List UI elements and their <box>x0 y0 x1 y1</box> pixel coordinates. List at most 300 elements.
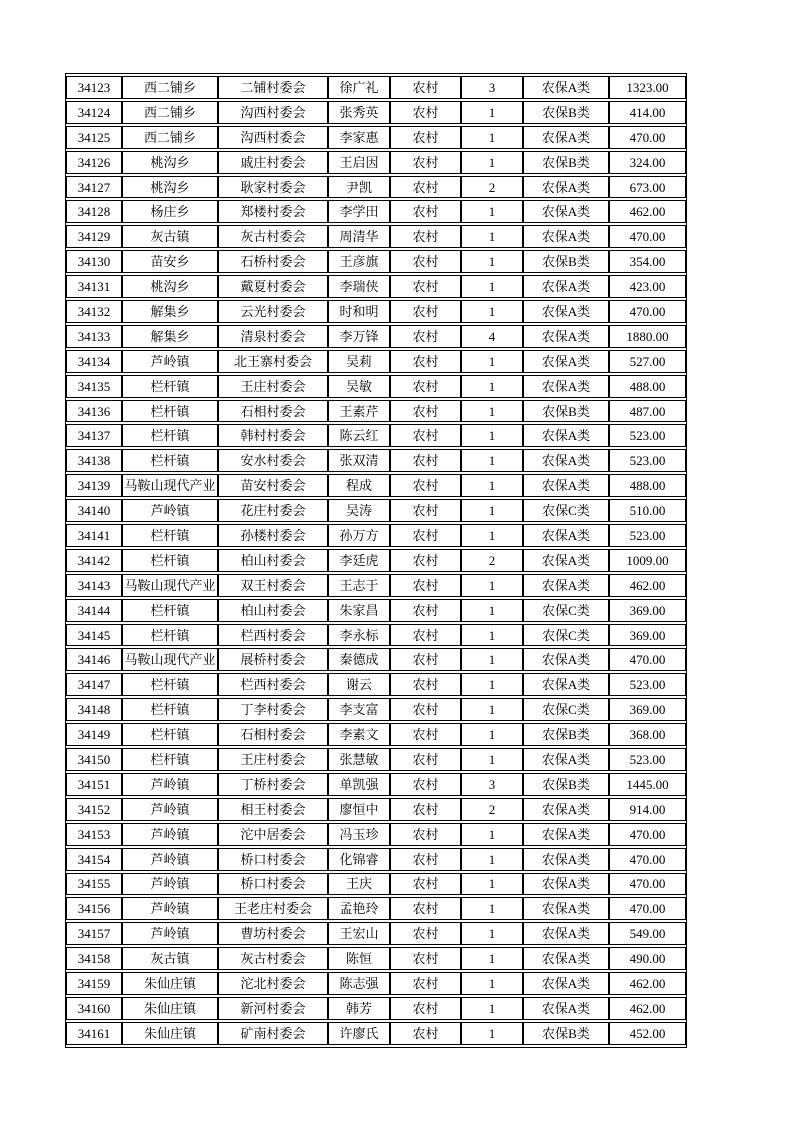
cell-person-count: 2 <box>461 798 523 821</box>
cell-household-type: 农村 <box>390 798 461 821</box>
cell-person-count: 1 <box>461 424 523 447</box>
cell-amount: 523.00 <box>609 673 686 696</box>
cell-village-committee: 戴夏村委会 <box>218 275 328 298</box>
cell-household-type: 农村 <box>390 474 461 497</box>
cell-insurance-class: 农保A类 <box>523 748 609 771</box>
cell-serial-number: 34136 <box>66 400 122 423</box>
cell-village-committee: 桥口村委会 <box>218 848 328 871</box>
cell-township: 芦岭镇 <box>122 922 218 945</box>
cell-amount: 523.00 <box>609 748 686 771</box>
table-row <box>66 848 686 871</box>
cell-insurance-class: 农保A类 <box>523 798 609 821</box>
cell-person-name: 李瑞侠 <box>328 275 390 298</box>
table-row <box>66 1022 686 1045</box>
cell-village-committee: 王老庄村委会 <box>218 897 328 920</box>
cell-amount: 369.00 <box>609 624 686 647</box>
cell-township: 灰古镇 <box>122 947 218 970</box>
table-row <box>66 225 686 248</box>
cell-township: 桃沟乡 <box>122 275 218 298</box>
table-row <box>66 798 686 821</box>
table-row <box>66 624 686 647</box>
cell-township: 栏杆镇 <box>122 375 218 398</box>
cell-person-name: 陈恒 <box>328 947 390 970</box>
cell-amount: 369.00 <box>609 698 686 721</box>
table-row <box>66 400 686 423</box>
cell-insurance-class: 农保A类 <box>523 673 609 696</box>
cell-township: 栏杆镇 <box>122 400 218 423</box>
cell-person-name: 秦德成 <box>328 648 390 671</box>
cell-person-count: 1 <box>461 350 523 373</box>
cell-household-type: 农村 <box>390 1022 461 1045</box>
cell-township: 栏杆镇 <box>122 673 218 696</box>
cell-person-name: 张秀英 <box>328 101 390 124</box>
cell-household-type: 农村 <box>390 200 461 223</box>
table-row <box>66 698 686 721</box>
cell-person-name: 吴敏 <box>328 375 390 398</box>
table-row <box>66 524 686 547</box>
cell-person-name: 尹凯 <box>328 176 390 199</box>
cell-insurance-class: 农保B类 <box>523 250 609 273</box>
table-row <box>66 673 686 696</box>
cell-person-count: 1 <box>461 673 523 696</box>
cell-insurance-class: 农保C类 <box>523 624 609 647</box>
cell-person-name: 张双清 <box>328 449 390 472</box>
cell-township: 杨庄乡 <box>122 200 218 223</box>
cell-person-count: 3 <box>461 773 523 796</box>
cell-township: 西二铺乡 <box>122 76 218 99</box>
cell-township: 解集乡 <box>122 325 218 348</box>
cell-insurance-class: 农保A类 <box>523 325 609 348</box>
cell-township: 芦岭镇 <box>122 773 218 796</box>
cell-township: 栏杆镇 <box>122 748 218 771</box>
cell-insurance-class: 农保A类 <box>523 549 609 572</box>
cell-person-name: 李素文 <box>328 723 390 746</box>
table-row <box>66 200 686 223</box>
cell-household-type: 农村 <box>390 375 461 398</box>
cell-person-count: 1 <box>461 624 523 647</box>
cell-person-count: 1 <box>461 449 523 472</box>
cell-serial-number: 34144 <box>66 599 122 622</box>
cell-amount: 673.00 <box>609 176 686 199</box>
cell-person-name: 周清华 <box>328 225 390 248</box>
cell-person-count: 1 <box>461 375 523 398</box>
cell-person-count: 1 <box>461 574 523 597</box>
table-row <box>66 723 686 746</box>
cell-household-type: 农村 <box>390 225 461 248</box>
cell-person-name: 张慧敏 <box>328 748 390 771</box>
cell-amount: 462.00 <box>609 574 686 597</box>
cell-serial-number: 34161 <box>66 1022 122 1045</box>
cell-insurance-class: 农保C类 <box>523 499 609 522</box>
cell-person-count: 1 <box>461 599 523 622</box>
cell-village-committee: 沟西村委会 <box>218 126 328 149</box>
cell-household-type: 农村 <box>390 424 461 447</box>
cell-household-type: 农村 <box>390 748 461 771</box>
cell-township: 芦岭镇 <box>122 350 218 373</box>
cell-person-name: 孙万方 <box>328 524 390 547</box>
cell-person-name: 吴莉 <box>328 350 390 373</box>
cell-person-name: 陈云红 <box>328 424 390 447</box>
table-row <box>66 972 686 995</box>
cell-township: 灰古镇 <box>122 225 218 248</box>
cell-household-type: 农村 <box>390 101 461 124</box>
cell-household-type: 农村 <box>390 648 461 671</box>
table-row <box>66 922 686 945</box>
cell-serial-number: 34150 <box>66 748 122 771</box>
cell-serial-number: 34134 <box>66 350 122 373</box>
cell-serial-number: 34141 <box>66 524 122 547</box>
cell-person-name: 陈志强 <box>328 972 390 995</box>
cell-insurance-class: 农保A类 <box>523 126 609 149</box>
cell-person-count: 1 <box>461 873 523 896</box>
cell-village-committee: 丁桥村委会 <box>218 773 328 796</box>
table-row <box>66 648 686 671</box>
cell-insurance-class: 农保B类 <box>523 723 609 746</box>
cell-household-type: 农村 <box>390 574 461 597</box>
cell-amount: 452.00 <box>609 1022 686 1045</box>
table-row <box>66 151 686 174</box>
table-row <box>66 897 686 920</box>
table-row <box>66 350 686 373</box>
cell-person-name: 朱家昌 <box>328 599 390 622</box>
cell-amount: 470.00 <box>609 897 686 920</box>
cell-person-count: 1 <box>461 275 523 298</box>
cell-person-name: 王素芹 <box>328 400 390 423</box>
cell-amount: 414.00 <box>609 101 686 124</box>
cell-village-committee: 丁李村委会 <box>218 698 328 721</box>
cell-village-committee: 花庄村委会 <box>218 499 328 522</box>
table-row <box>66 997 686 1020</box>
cell-insurance-class: 农保C类 <box>523 599 609 622</box>
cell-household-type: 农村 <box>390 76 461 99</box>
cell-person-name: 王启因 <box>328 151 390 174</box>
cell-insurance-class: 农保A类 <box>523 823 609 846</box>
cell-insurance-class: 农保A类 <box>523 474 609 497</box>
table-row <box>66 126 686 149</box>
cell-village-committee: 王庄村委会 <box>218 748 328 771</box>
cell-household-type: 农村 <box>390 275 461 298</box>
cell-serial-number: 34140 <box>66 499 122 522</box>
cell-amount: 523.00 <box>609 424 686 447</box>
cell-insurance-class: 农保A类 <box>523 648 609 671</box>
cell-township: 西二铺乡 <box>122 101 218 124</box>
cell-amount: 1880.00 <box>609 325 686 348</box>
cell-household-type: 农村 <box>390 400 461 423</box>
cell-person-count: 1 <box>461 922 523 945</box>
table-row <box>66 599 686 622</box>
cell-household-type: 农村 <box>390 300 461 323</box>
cell-serial-number: 34146 <box>66 648 122 671</box>
cell-person-name: 王庆 <box>328 873 390 896</box>
cell-serial-number: 34137 <box>66 424 122 447</box>
cell-serial-number: 34125 <box>66 126 122 149</box>
cell-amount: 914.00 <box>609 798 686 821</box>
cell-insurance-class: 农保A类 <box>523 524 609 547</box>
cell-village-committee: 韩村村委会 <box>218 424 328 447</box>
cell-insurance-class: 农保A类 <box>523 848 609 871</box>
table-row <box>66 549 686 572</box>
cell-township: 解集乡 <box>122 300 218 323</box>
cell-person-name: 李学田 <box>328 200 390 223</box>
table-row <box>66 250 686 273</box>
cell-amount: 470.00 <box>609 126 686 149</box>
cell-serial-number: 34130 <box>66 250 122 273</box>
cell-serial-number: 34151 <box>66 773 122 796</box>
cell-person-count: 1 <box>461 250 523 273</box>
cell-serial-number: 34129 <box>66 225 122 248</box>
cell-household-type: 农村 <box>390 848 461 871</box>
cell-household-type: 农村 <box>390 549 461 572</box>
cell-person-count: 1 <box>461 947 523 970</box>
cell-village-committee: 灰古村委会 <box>218 947 328 970</box>
cell-insurance-class: 农保A类 <box>523 176 609 199</box>
cell-amount: 470.00 <box>609 873 686 896</box>
cell-household-type: 农村 <box>390 449 461 472</box>
cell-person-count: 1 <box>461 300 523 323</box>
cell-person-count: 3 <box>461 76 523 99</box>
cell-person-count: 1 <box>461 648 523 671</box>
cell-township: 朱仙庄镇 <box>122 997 218 1020</box>
cell-village-committee: 沟西村委会 <box>218 101 328 124</box>
cell-amount: 470.00 <box>609 225 686 248</box>
cell-person-name: 王宏山 <box>328 922 390 945</box>
cell-insurance-class: 农保A类 <box>523 76 609 99</box>
cell-village-committee: 栏西村委会 <box>218 624 328 647</box>
cell-insurance-class: 农保C类 <box>523 698 609 721</box>
cell-amount: 488.00 <box>609 474 686 497</box>
cell-serial-number: 34131 <box>66 275 122 298</box>
cell-serial-number: 34128 <box>66 200 122 223</box>
cell-township: 芦岭镇 <box>122 873 218 896</box>
table-row <box>66 873 686 896</box>
table-row <box>66 176 686 199</box>
cell-township: 芦岭镇 <box>122 798 218 821</box>
table-row <box>66 300 686 323</box>
cell-village-committee: 郑楼村委会 <box>218 200 328 223</box>
cell-insurance-class: 农保A类 <box>523 997 609 1020</box>
cell-person-count: 1 <box>461 1022 523 1045</box>
table-row <box>66 499 686 522</box>
cell-serial-number: 34157 <box>66 922 122 945</box>
cell-insurance-class: 农保B类 <box>523 151 609 174</box>
cell-insurance-class: 农保A类 <box>523 947 609 970</box>
cell-village-committee: 新河村委会 <box>218 997 328 1020</box>
cell-person-name: 吴涛 <box>328 499 390 522</box>
cell-person-name: 李廷虎 <box>328 549 390 572</box>
cell-township: 苗安乡 <box>122 250 218 273</box>
cell-insurance-class: 农保A类 <box>523 350 609 373</box>
cell-household-type: 农村 <box>390 499 461 522</box>
cell-person-name: 王彦旗 <box>328 250 390 273</box>
table-row <box>66 101 686 124</box>
cell-amount: 1009.00 <box>609 549 686 572</box>
cell-insurance-class: 农保A类 <box>523 922 609 945</box>
cell-amount: 527.00 <box>609 350 686 373</box>
cell-person-count: 1 <box>461 848 523 871</box>
cell-serial-number: 34148 <box>66 698 122 721</box>
cell-person-count: 1 <box>461 200 523 223</box>
cell-person-name: 李永标 <box>328 624 390 647</box>
cell-township: 栏杆镇 <box>122 599 218 622</box>
cell-insurance-class: 农保B类 <box>523 400 609 423</box>
cell-township: 栏杆镇 <box>122 624 218 647</box>
cell-village-committee: 柏山村委会 <box>218 599 328 622</box>
cell-township: 芦岭镇 <box>122 823 218 846</box>
cell-serial-number: 34126 <box>66 151 122 174</box>
table-row <box>66 947 686 970</box>
cell-township: 马鞍山现代产业 <box>122 574 218 597</box>
cell-serial-number: 34160 <box>66 997 122 1020</box>
cell-township: 栏杆镇 <box>122 549 218 572</box>
cell-serial-number: 34149 <box>66 723 122 746</box>
cell-person-count: 2 <box>461 176 523 199</box>
table-body <box>66 76 686 1045</box>
table-row <box>66 76 686 99</box>
cell-amount: 1445.00 <box>609 773 686 796</box>
cell-village-committee: 耿家村委会 <box>218 176 328 199</box>
cell-township: 马鞍山现代产业 <box>122 474 218 497</box>
cell-township: 栏杆镇 <box>122 698 218 721</box>
cell-township: 栏杆镇 <box>122 524 218 547</box>
cell-household-type: 农村 <box>390 723 461 746</box>
cell-person-count: 1 <box>461 499 523 522</box>
cell-village-committee: 栏西村委会 <box>218 673 328 696</box>
cell-person-count: 1 <box>461 897 523 920</box>
cell-village-committee: 二铺村委会 <box>218 76 328 99</box>
table-row <box>66 375 686 398</box>
cell-insurance-class: 农保A类 <box>523 200 609 223</box>
cell-person-count: 1 <box>461 698 523 721</box>
cell-insurance-class: 农保A类 <box>523 424 609 447</box>
cell-person-name: 冯玉珍 <box>328 823 390 846</box>
cell-person-name: 廖恒中 <box>328 798 390 821</box>
cell-serial-number: 34139 <box>66 474 122 497</box>
cell-person-name: 李支富 <box>328 698 390 721</box>
cell-person-name: 孟艳玲 <box>328 897 390 920</box>
cell-household-type: 农村 <box>390 350 461 373</box>
cell-serial-number: 34132 <box>66 300 122 323</box>
cell-amount: 462.00 <box>609 997 686 1020</box>
cell-village-committee: 王庄村委会 <box>218 375 328 398</box>
cell-township: 朱仙庄镇 <box>122 1022 218 1045</box>
cell-village-committee: 北王寨村委会 <box>218 350 328 373</box>
cell-serial-number: 34153 <box>66 823 122 846</box>
cell-amount: 549.00 <box>609 922 686 945</box>
cell-person-name: 李家惠 <box>328 126 390 149</box>
table-row <box>66 773 686 796</box>
cell-insurance-class: 农保A类 <box>523 449 609 472</box>
cell-household-type: 农村 <box>390 325 461 348</box>
cell-village-committee: 沱北村委会 <box>218 972 328 995</box>
cell-person-name: 许廖氏 <box>328 1022 390 1045</box>
cell-household-type: 农村 <box>390 673 461 696</box>
cell-amount: 368.00 <box>609 723 686 746</box>
cell-person-count: 1 <box>461 126 523 149</box>
cell-village-committee: 石桥村委会 <box>218 250 328 273</box>
cell-serial-number: 34133 <box>66 325 122 348</box>
table-row <box>66 325 686 348</box>
cell-person-count: 1 <box>461 524 523 547</box>
cell-household-type: 农村 <box>390 823 461 846</box>
cell-person-name: 谢云 <box>328 673 390 696</box>
cell-household-type: 农村 <box>390 151 461 174</box>
table-row <box>66 574 686 597</box>
cell-serial-number: 34127 <box>66 176 122 199</box>
cell-village-committee: 柏山村委会 <box>218 549 328 572</box>
cell-household-type: 农村 <box>390 250 461 273</box>
cell-person-name: 韩芳 <box>328 997 390 1020</box>
table-row <box>66 424 686 447</box>
cell-serial-number: 34135 <box>66 375 122 398</box>
cell-serial-number: 34159 <box>66 972 122 995</box>
cell-township: 芦岭镇 <box>122 848 218 871</box>
cell-household-type: 农村 <box>390 773 461 796</box>
cell-serial-number: 34155 <box>66 873 122 896</box>
cell-township: 栏杆镇 <box>122 424 218 447</box>
cell-insurance-class: 农保A类 <box>523 873 609 896</box>
cell-amount: 462.00 <box>609 972 686 995</box>
cell-village-committee: 展桥村委会 <box>218 648 328 671</box>
cell-household-type: 农村 <box>390 126 461 149</box>
cell-village-committee: 曹坊村委会 <box>218 922 328 945</box>
cell-amount: 510.00 <box>609 499 686 522</box>
cell-township: 栏杆镇 <box>122 449 218 472</box>
cell-insurance-class: 农保A类 <box>523 375 609 398</box>
cell-amount: 523.00 <box>609 449 686 472</box>
cell-serial-number: 34124 <box>66 101 122 124</box>
cell-village-committee: 灰古村委会 <box>218 225 328 248</box>
cell-household-type: 农村 <box>390 176 461 199</box>
cell-serial-number: 34152 <box>66 798 122 821</box>
cell-person-name: 李万锋 <box>328 325 390 348</box>
cell-person-count: 1 <box>461 997 523 1020</box>
cell-amount: 462.00 <box>609 200 686 223</box>
cell-insurance-class: 农保B类 <box>523 773 609 796</box>
cell-amount: 488.00 <box>609 375 686 398</box>
cell-township: 芦岭镇 <box>122 499 218 522</box>
cell-person-name: 徐广礼 <box>328 76 390 99</box>
cell-amount: 470.00 <box>609 823 686 846</box>
cell-person-name: 单凯强 <box>328 773 390 796</box>
cell-person-count: 1 <box>461 151 523 174</box>
cell-amount: 324.00 <box>609 151 686 174</box>
cell-person-count: 1 <box>461 400 523 423</box>
cell-amount: 523.00 <box>609 524 686 547</box>
cell-insurance-class: 农保B类 <box>523 1022 609 1045</box>
cell-amount: 1323.00 <box>609 76 686 99</box>
cell-person-count: 1 <box>461 972 523 995</box>
cell-township: 朱仙庄镇 <box>122 972 218 995</box>
table-row <box>66 275 686 298</box>
cell-serial-number: 34143 <box>66 574 122 597</box>
cell-township: 马鞍山现代产业 <box>122 648 218 671</box>
cell-serial-number: 34142 <box>66 549 122 572</box>
table-row <box>66 474 686 497</box>
table-row <box>66 449 686 472</box>
cell-amount: 490.00 <box>609 947 686 970</box>
cell-serial-number: 34154 <box>66 848 122 871</box>
cell-village-committee: 安水村委会 <box>218 449 328 472</box>
cell-village-committee: 戚庄村委会 <box>218 151 328 174</box>
cell-village-committee: 沱中居委会 <box>218 823 328 846</box>
cell-person-name: 程成 <box>328 474 390 497</box>
table-row <box>66 823 686 846</box>
cell-serial-number: 34156 <box>66 897 122 920</box>
cell-amount: 354.00 <box>609 250 686 273</box>
cell-person-count: 1 <box>461 101 523 124</box>
cell-person-count: 4 <box>461 325 523 348</box>
cell-insurance-class: 农保B类 <box>523 101 609 124</box>
